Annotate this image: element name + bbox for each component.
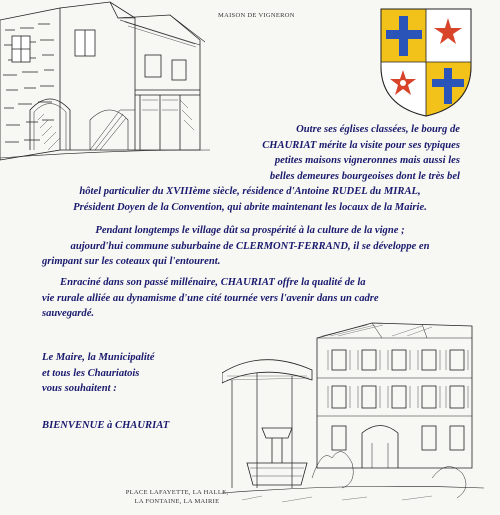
text-line: belles demeures bourgeoises dont le très bel xyxy=(269,170,460,182)
welcome-heading: BIENVENUE à CHAURIAT xyxy=(42,420,170,431)
text-line: Enraciné dans son passé millénaire, CHAURIAT offre la qualité de la xyxy=(60,277,366,288)
intro-paragraph-top xyxy=(215,122,460,184)
intro-paragraph-bottom xyxy=(20,184,480,215)
text-line: et tous les Chauriatois xyxy=(42,367,140,379)
heritage-paragraph xyxy=(42,275,482,322)
text-line: vous souhaitent : xyxy=(42,383,117,394)
text-line: Pendant longtemps le village dût sa prospérité à la culture de la vigne ; xyxy=(95,225,405,236)
top-caption: MAISON DE VIGNERON xyxy=(218,12,295,19)
history-paragraph xyxy=(20,223,480,270)
closing-greeting xyxy=(42,350,232,397)
town-hall-sketch xyxy=(222,318,484,515)
text-line: Président Doyen de la Convention, qui abrite maintenant les locaux de la Mairie. xyxy=(73,201,427,213)
text-line: petites maisons vigneronnes mais aussi les xyxy=(274,155,460,166)
caption-line: PLACE LAFAYETTE, LA HALLE, xyxy=(125,489,229,496)
text-line: grimpant sur les coteaux qui l'entourent. xyxy=(42,256,221,267)
winegrower-house-sketch xyxy=(0,0,210,165)
text-line: sauvegardé. xyxy=(42,308,95,319)
text-line: vie rurale alliée au dynamisme d'une cité tournée vers l'avenir dans un cadre xyxy=(42,292,379,304)
text-line: aujourd'hui commune suburbaine de CLERMONT-FERRAND, il se développe en xyxy=(70,240,430,252)
bottom-caption xyxy=(112,488,242,506)
text-line: hôtel particulier du XVIIIème siècle, résidence d'Antoine RUDEL du MIRAL, xyxy=(79,186,421,197)
text-line: CHAURIAT mérite la visite pour ses typiques xyxy=(262,139,460,151)
text-line: Outre ses églises classées, le bourg de xyxy=(296,124,460,135)
caption-line: LA FONTAINE, LA MAIRIE xyxy=(134,498,220,505)
coat-of-arms xyxy=(378,6,474,118)
text-line: Le Maire, la Municipalité xyxy=(42,352,155,363)
